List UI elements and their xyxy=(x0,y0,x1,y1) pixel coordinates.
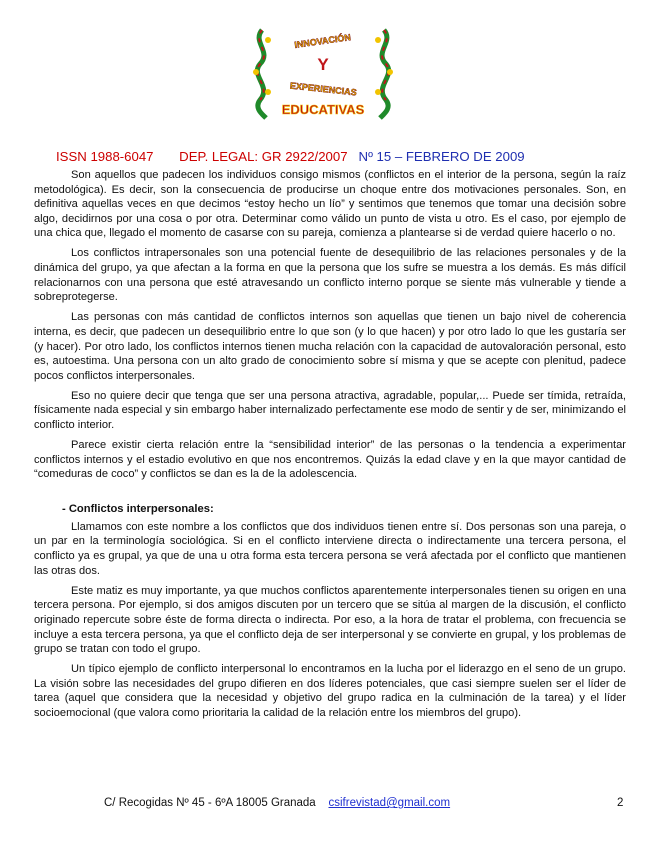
paragraph: Un típico ejemplo de conflicto interpersonal lo encontramos en la lucha por el liderazgo en el seno de un grupo. La visión sobre las necesidades del grupo difieren en dos líderes potenciales, que casi siempre suelen ser el líder de tarea (aquel que considera que la necesidad y objetivo del grupo radica en la culminación de la tarea) y el líder socioemocional (que valora como prioritaria la calidad de la relación entre los miembros del grupo). xyxy=(34,663,626,719)
paragraph: Llamamos con este nombre a los conflictos que dos individuos tienen entre sí. Dos personas son una pareja, o un par en la terminología sociológica. Si en el conflicto interviene directa o indirectamente una tercera persona, el conflicto ya es grupal, ya que de una u otra forma esta tercera persona se verá afectada por el conflicto que mantienen las otras dos. xyxy=(34,520,626,577)
footer-address: C/ Recogidas Nº 45 - 6ºA 18005 Granada xyxy=(104,797,316,809)
paragraph: Las personas con más cantidad de conflictos internos son aquellas que tienen un bajo nivel de coherencia interna, es decir, que padecen un desequilibrio entre lo que son (y lo que hacen) y por otro lado lo que les gustaría ser (y hacer). Por otro lado, los conflictos internos tienen mucha relación con la capacidad de autovaloración personal, esto es, autoestima. Una persona con un alto grado de conocimiento sobre sí misma y que se acepte con plenitud, padece pocos conflictos interpersonales. xyxy=(34,311,626,382)
left-vine-decoration xyxy=(253,30,271,118)
paragraph: Parece existir cierta relación entre la “sensibilidad interior” de las personas o la tendencia a experimentar conflictos internos y el estadio evolutivo en que nos encontremos. Quizás la edad clave y en la que mayor cantidad de “comeduras de coco” y conflictos se dan es la de la adolescencia. xyxy=(34,439,626,481)
magazine-logo xyxy=(248,22,398,122)
article-body xyxy=(34,168,626,726)
logo-line3: EXPERIENCIAS xyxy=(289,80,358,98)
logo-line4: EDUCATIVAS xyxy=(281,102,365,117)
paragraph: Eso no quiere decir que tenga que ser una persona atractiva, agradable, popular,... Puede ser tímida, retraída, físicamente nada especial y sin embargo haber internalizado perfectamente ese modo de sentir y de ser, minimizando el conflicto interior. xyxy=(34,389,626,431)
dep-legal: DEP. LEGAL: GR 2922/2007 xyxy=(179,149,348,164)
paragraph: Los conflictos intrapersonales son una potencial fuente de desequilibrio de las relaciones personales y de la dinámica del grupo, ya que afectan a la forma en que la persona que los sufre se muestra a los demás. Es más difícil relacionarnos con una persona que esté atravesando un conflicto interno porque se siente más vulnerable y tiende a sobreprotegerse. xyxy=(34,247,626,304)
paragraph: Son aquellos que padecen los individuos consigo mismos (conflictos en el interior de la persona, según la raíz metodológica). Es decir, son la consecuencia de producirse un choque entre dos motivaciones personales. Son, en definitiva aquellas veces en que decimos “estoy hecho un lío” y sentimos que tenemos que tomar una decisión sobre algo, decidirnos por una cosa o por otra. Determinar como válido un punto de vista u otro. Es el caso, por ejemplo de una chica que, llegado el momento de casarse con su pareja, comienza a plantearse si de verdad quiere hacerlo o no. xyxy=(34,169,626,240)
section-heading: - Conflictos interpersonales: xyxy=(62,502,214,515)
footer-email-link[interactable]: csifrevistad@gmail.com xyxy=(328,797,451,809)
logo-line1: INNOVACIÓN xyxy=(293,32,352,50)
right-vine-decoration xyxy=(375,30,393,118)
paragraph: Este matiz es muy importante, ya que muchos conflictos aparentemente interpersonales tienen su origen en una tercera persona. Por ejemplo, si dos amigos discuten por un tercero que se sitúa al margen de la discusión, el conflicto originado repercute sobre éste de forma directa o indirecta. Por eso, a la hora de tratar el problema, con frecuencia se incluye a esta tercera persona, ya que el conflicto deja de ser interpersonal y se convierte en grupal, y los problemas de grupo se tratan con todo el grupo. xyxy=(34,584,626,656)
issn: ISSN 1988-6047 xyxy=(56,149,154,164)
issn-header-line xyxy=(56,149,616,164)
page-footer xyxy=(104,797,450,809)
logo-line2: Y xyxy=(317,55,329,74)
issue-number: Nº 15 – FEBRERO DE 2009 xyxy=(358,149,525,164)
page-number: 2 xyxy=(617,797,624,809)
